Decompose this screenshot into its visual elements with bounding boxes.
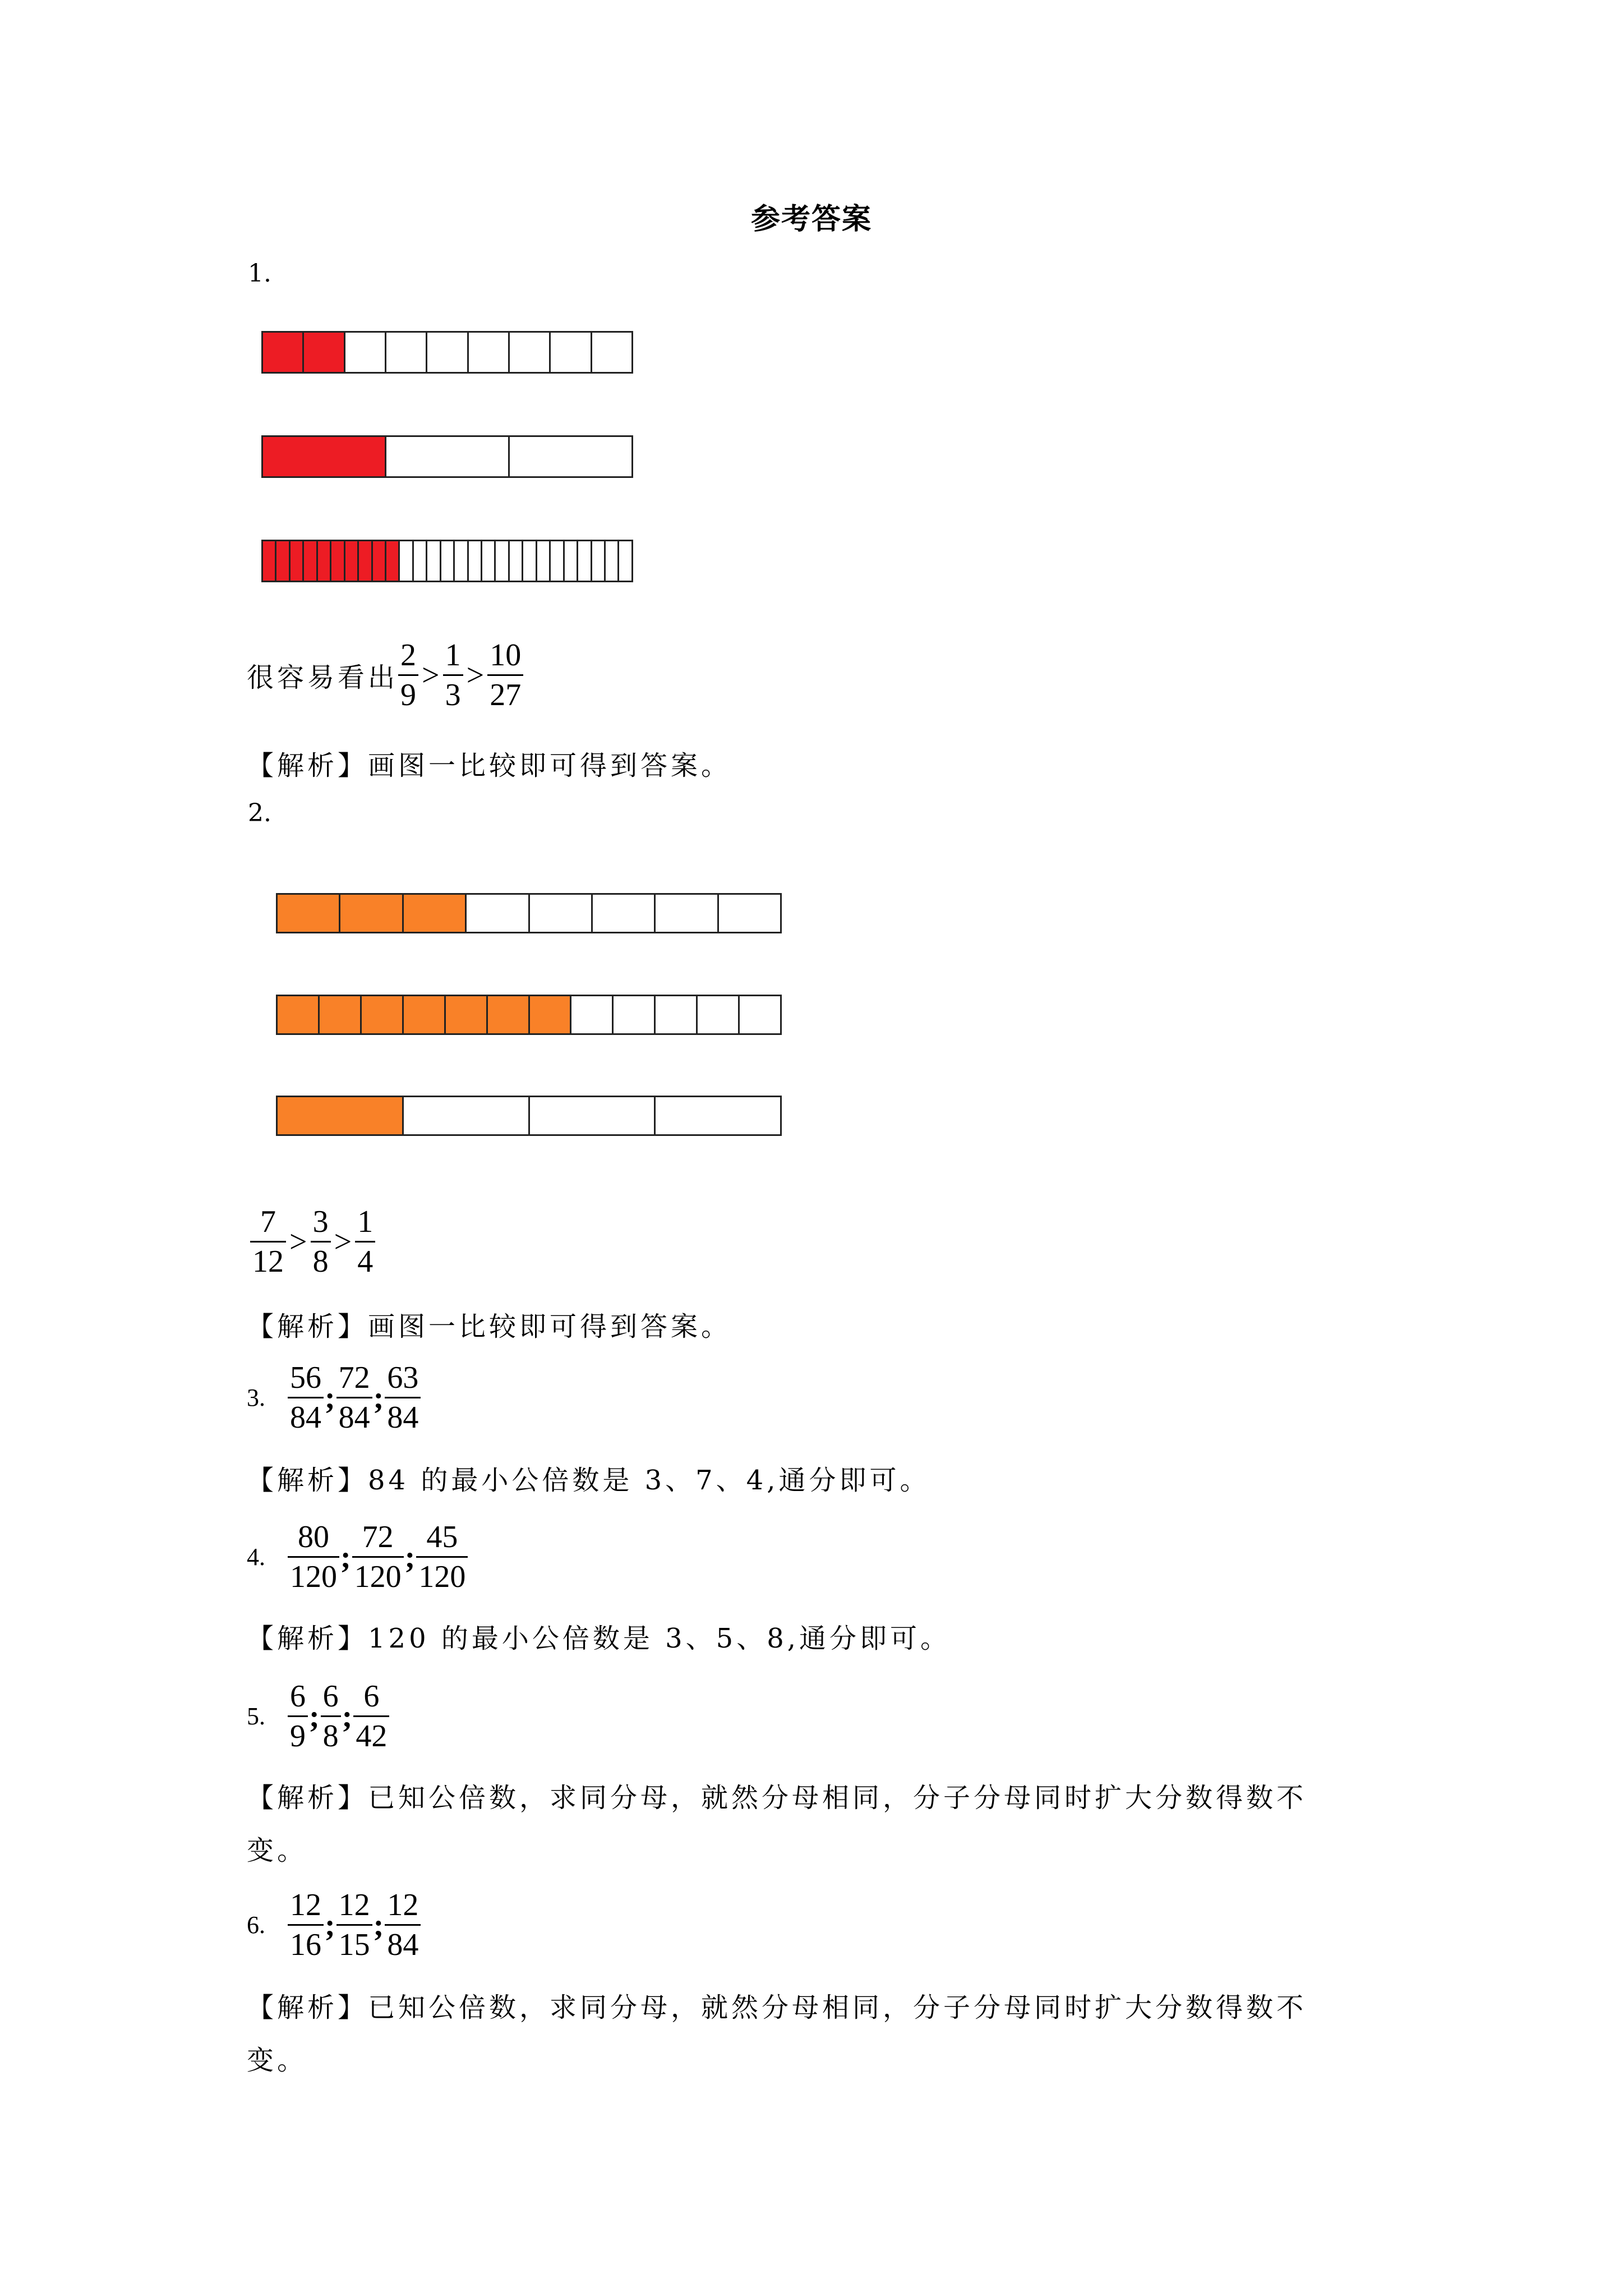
bar-segment-filled [304, 541, 317, 581]
q3-answer [247, 1362, 421, 1433]
bar-segment-empty [619, 541, 631, 581]
q2-fraction-1 [250, 1206, 286, 1277]
numerator: 7 [260, 1204, 276, 1239]
semicolon: ; [340, 1539, 351, 1575]
question-6-number: 6. [247, 1911, 265, 1939]
denominator: 84 [288, 1397, 324, 1433]
denominator: 120 [416, 1556, 468, 1593]
denominator: 9 [288, 1715, 308, 1752]
denominator: 27 [487, 674, 523, 711]
numerator: 72 [338, 1360, 370, 1395]
bar-segment-empty [386, 437, 510, 476]
denominator: 15 [336, 1924, 372, 1961]
semicolon: ; [325, 1380, 335, 1415]
q4-analysis: 【解析】120 的最小公倍数是 3、5、8,通分即可。 [247, 1623, 951, 1654]
greater-than-sign: > [422, 657, 440, 693]
q6-analysis-line-2: 变。 [247, 2045, 308, 2076]
q1-comparison [247, 639, 523, 711]
denominator: 84 [336, 1397, 372, 1433]
bar-segment-empty [614, 996, 656, 1033]
numerator: 10 [490, 638, 522, 673]
q6-answer [247, 1889, 421, 1961]
q6-fraction-2 [336, 1889, 372, 1961]
q6-fraction-1 [288, 1889, 324, 1961]
bar-segment-empty [740, 996, 780, 1033]
bar-segment-empty [469, 333, 510, 372]
q5-analysis-line-2: 变。 [247, 1835, 308, 1866]
bar-segment-filled [331, 541, 345, 581]
bar-segment-filled [318, 541, 331, 581]
denominator: 3 [443, 674, 463, 711]
bar-segment-filled [404, 996, 446, 1033]
bar-segment-filled [291, 541, 304, 581]
page-title: 参考答案 [750, 202, 872, 236]
numerator: 63 [387, 1360, 419, 1395]
bar-segment-empty [592, 333, 631, 372]
bar-segment-empty [496, 541, 509, 581]
numerator: 1 [445, 638, 461, 673]
q3-analysis: 【解析】84 的最小公倍数是 3、7、4,通分即可。 [247, 1465, 930, 1496]
bar-segment-filled [386, 541, 400, 581]
q6-analysis-line-1: 【解析】已知公倍数，求同分母，就然分母相同，分子分母同时扩大分数得数不 [247, 1992, 1307, 2023]
denominator: 4 [355, 1241, 375, 1277]
bar-segment-filled [340, 895, 403, 932]
numerator: 6 [290, 1679, 306, 1714]
semicolon: ; [342, 1699, 353, 1734]
bar-segment-empty [510, 541, 523, 581]
q1-fraction-2 [443, 639, 463, 711]
bar-segment-empty [427, 333, 468, 372]
bar-segment-filled [404, 895, 467, 932]
q2-analysis: 【解析】画图一比较即可得到答案。 [247, 1311, 732, 1342]
q2-fraction-2 [311, 1206, 331, 1277]
denominator: 8 [321, 1715, 341, 1752]
question-4-number: 4. [247, 1543, 265, 1571]
bar-segment-filled [446, 996, 488, 1033]
greater-than-sign: > [466, 657, 485, 693]
bar-segment-filled [320, 996, 362, 1033]
bar-segment-empty [469, 541, 482, 581]
numerator: 12 [290, 1888, 321, 1922]
q5-fraction-2 [321, 1681, 341, 1752]
numerator: 6 [363, 1679, 380, 1714]
bar-segment-filled [304, 333, 345, 372]
q4-fraction-3 [416, 1521, 468, 1593]
bar-segment-empty [482, 541, 496, 581]
q6-fraction-3 [385, 1889, 421, 1961]
q1-fraction-bar-twenty-sevenths [261, 540, 633, 582]
bar-segment-empty [404, 1097, 530, 1134]
bar-segment-empty [551, 333, 592, 372]
bar-segment-filled [263, 333, 304, 372]
q3-fraction-3 [385, 1362, 421, 1433]
bar-segment-empty [656, 1097, 780, 1134]
bar-segment-filled [373, 541, 386, 581]
bar-segment-empty [606, 541, 619, 581]
numerator: 12 [387, 1888, 419, 1922]
q2-fraction-bar-quarters [276, 1096, 782, 1136]
bar-segment-empty [656, 895, 718, 932]
numerator: 3 [312, 1204, 329, 1239]
bar-segment-empty [578, 541, 592, 581]
q5-fraction-3 [353, 1681, 389, 1752]
denominator: 120 [288, 1556, 339, 1593]
bar-segment-empty [698, 996, 740, 1033]
semicolon: ; [309, 1699, 320, 1734]
bar-segment-empty [537, 541, 551, 581]
q1-fraction-3 [487, 639, 523, 711]
q1-fraction-bar-thirds [261, 435, 633, 478]
bar-segment-empty [441, 541, 455, 581]
question-5-number: 5. [247, 1703, 265, 1730]
bar-segment-empty [400, 541, 413, 581]
bar-segment-empty [530, 1097, 656, 1134]
bar-segment-filled [278, 996, 320, 1033]
q4-fraction-2 [352, 1521, 404, 1593]
bar-segment-empty [593, 895, 656, 932]
bar-segment-filled [359, 541, 372, 581]
bar-segment-filled [263, 437, 386, 476]
denominator: 120 [352, 1556, 404, 1593]
q4-answer [247, 1521, 468, 1593]
q1-analysis: 【解析】画图一比较即可得到答案。 [247, 750, 732, 781]
q5-fraction-1 [288, 1681, 308, 1752]
q4-fraction-1 [288, 1521, 339, 1593]
bar-segment-empty [523, 541, 537, 581]
bar-segment-filled [362, 996, 404, 1033]
bar-segment-empty [414, 541, 427, 581]
q2-fraction-bar-eighths [276, 893, 782, 933]
bar-segment-empty [571, 996, 614, 1033]
bar-segment-empty [719, 895, 780, 932]
bar-segment-empty [386, 333, 427, 372]
q2-fraction-3 [355, 1206, 375, 1277]
q1-prefix-text: 很容易看出 [247, 663, 399, 693]
q3-fraction-1 [288, 1362, 324, 1433]
bar-segment-empty [455, 541, 468, 581]
bar-segment-empty [565, 541, 578, 581]
bar-segment-empty [656, 996, 698, 1033]
bar-segment-filled [530, 996, 572, 1033]
q1-fraction-1 [398, 639, 418, 711]
numerator: 2 [400, 638, 417, 673]
numerator: 56 [290, 1360, 321, 1395]
bar-segment-filled [278, 1097, 404, 1134]
denominator: 12 [250, 1241, 286, 1277]
denominator: 42 [353, 1715, 389, 1752]
numerator: 12 [338, 1888, 370, 1922]
bar-segment-empty [530, 895, 593, 932]
denominator: 8 [311, 1241, 331, 1277]
bar-segment-filled [345, 541, 359, 581]
q5-analysis-line-1: 【解析】已知公倍数，求同分母，就然分母相同，分子分母同时扩大分数得数不 [247, 1782, 1307, 1814]
bar-segment-empty [510, 333, 551, 372]
numerator: 6 [322, 1679, 339, 1714]
q3-fraction-2 [336, 1362, 372, 1433]
question-3-number: 3. [247, 1384, 265, 1411]
denominator: 84 [385, 1397, 421, 1433]
q2-comparison [250, 1206, 375, 1277]
q5-answer [247, 1681, 389, 1752]
q1-fraction-bar-ninths [261, 331, 633, 374]
numerator: 45 [426, 1520, 458, 1554]
bar-segment-filled [278, 895, 340, 932]
bar-segment-empty [510, 437, 631, 476]
question-2-number: 2. [248, 799, 271, 827]
q2-fraction-bar-twelfths [276, 995, 782, 1035]
greater-than-sign: > [289, 1224, 307, 1259]
bar-segment-empty [467, 895, 529, 932]
bar-segment-filled [263, 541, 276, 581]
bar-segment-empty [592, 541, 606, 581]
semicolon: ; [373, 1380, 384, 1415]
bar-segment-empty [427, 541, 441, 581]
denominator: 84 [385, 1924, 421, 1961]
question-1-number: 1. [248, 259, 271, 288]
bar-segment-empty [345, 333, 386, 372]
denominator: 16 [288, 1924, 324, 1961]
semicolon: ; [373, 1907, 384, 1943]
bar-segment-filled [488, 996, 530, 1033]
semicolon: ; [325, 1907, 335, 1943]
numerator: 80 [298, 1520, 329, 1554]
numerator: 1 [357, 1204, 374, 1239]
bar-segment-filled [276, 541, 290, 581]
semicolon: ; [404, 1539, 416, 1575]
denominator: 9 [398, 674, 418, 711]
numerator: 72 [362, 1520, 394, 1554]
bar-segment-empty [551, 541, 564, 581]
greater-than-sign: > [334, 1224, 352, 1259]
